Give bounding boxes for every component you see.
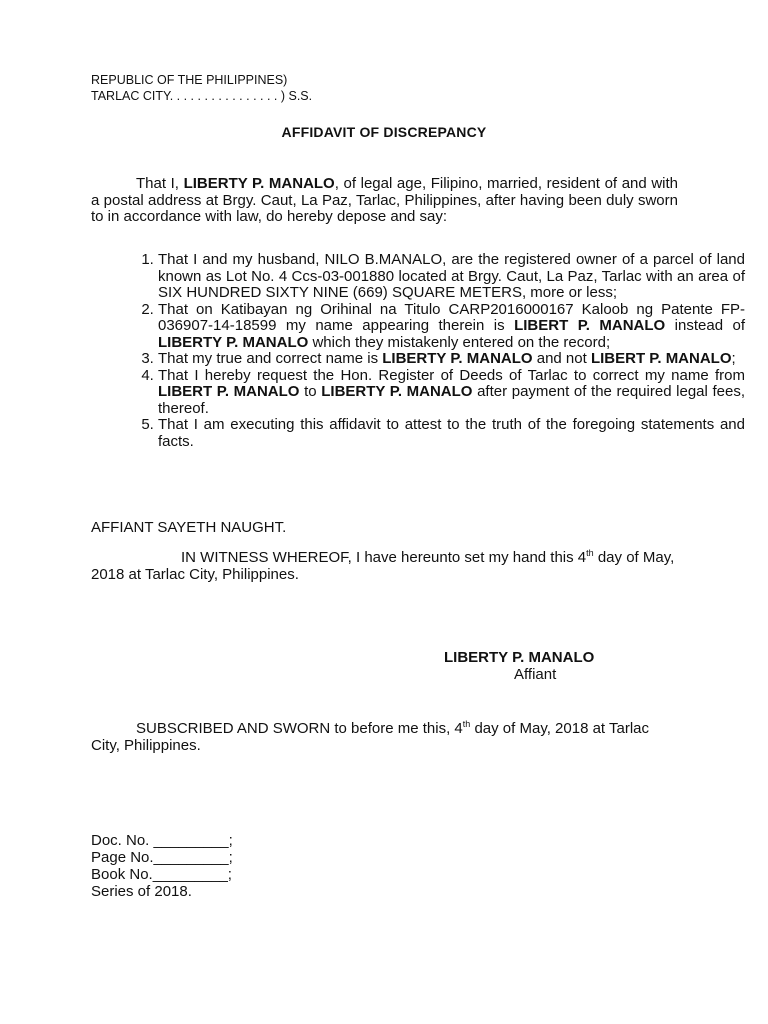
statement-1-text: That I and my husband, NILO B.MANALO, are the registered owner of a parcel of land known as Lot No. 4 Ccs-03-001880 located at Brgy. Caut, La Paz, Tarlac with an area of SIX HUNDRED SIXTY NINE (669) SQUARE METERS, more or less; [158, 251, 745, 301]
intro-pre: That I, [136, 175, 184, 192]
witness-paragraph [91, 550, 678, 583]
document-title: AFFIDAVIT OF DISCREPANCY [281, 124, 487, 140]
witness-ordinal-sup: th [586, 548, 594, 558]
intro-paragraph [91, 176, 678, 226]
jurat-pre: SUBSCRIBED AND SWORN to before me this, 4 [136, 720, 463, 737]
venue-block [91, 72, 312, 104]
intro-post: , of legal age, Filipino, married, resident of and with a postal address at Brgy. Caut, La Paz, Tarlac, Philippines, after having been duly sworn to in accordance with law, do hereby depose and say: [91, 175, 678, 225]
jurat-ordinal-sup: th [462, 719, 471, 729]
statement-3-text-e: ; [731, 350, 736, 367]
venue-line-city: TARLAC CITY. . . . . . . . . . . . . . . . ) S.S. [91, 89, 313, 103]
statement-4-text-c: to [299, 383, 322, 400]
doc-no: Doc. No. _________; [91, 832, 233, 849]
signatory-name: LIBERTY P. MANALO [444, 649, 595, 666]
jurat-paragraph [91, 721, 678, 754]
statement-2-text-e: which they mistakenly entered on the record; [308, 333, 611, 351]
statement-4-text-a: That I hereby request the Hon. Register of Deeds of Tarlac to correct my name from [158, 366, 745, 384]
series-year: Series of 2018. [91, 883, 192, 900]
statement-item-1 [158, 252, 745, 302]
statement-3-text-c: and not [532, 350, 591, 367]
statement-item-4 [158, 368, 745, 418]
jurat-post: day of May, 2018 at Tarlac City, Philippines. [91, 720, 649, 754]
statement-2-wrong-name: LIBERT P. MANALO [514, 317, 666, 334]
statement-item-2 [158, 302, 745, 352]
venue-line-republic: REPUBLIC OF THE PHILIPPINES) [91, 73, 288, 87]
witness-pre: IN WITNESS WHEREOF, I have hereunto set my hand this 4 [181, 549, 587, 566]
sayeth-naught: AFFIANT SAYETH NAUGHT. [91, 519, 287, 536]
statement-4-text-e: after payment of the required legal fees, thereof. [158, 383, 746, 417]
statement-list [91, 252, 745, 450]
page-no: Page No._________; [91, 849, 233, 866]
statement-2-correct-name: LIBERTY P. MANALO [158, 333, 309, 351]
witness-post: day of May, 2018 at Tarlac City, Philippines. [91, 549, 675, 583]
statement-2-text-c: instead of [665, 317, 745, 334]
statement-5-text: That I am executing this affidavit to attest to the truth of the foregoing statements and facts. [158, 416, 745, 450]
signatory-role: Affiant [514, 666, 557, 683]
statement-3-correct-name: LIBERTY P. MANALO [382, 350, 533, 367]
statement-3-wrong-name: LIBERT P. MANALO [590, 350, 732, 367]
statement-4-wrong-name: LIBERT P. MANALO [158, 383, 300, 400]
statement-item-3 [158, 351, 745, 368]
affiant-name-bold: LIBERTY P. MANALO [183, 175, 335, 192]
book-no: Book No._________; [91, 866, 232, 883]
statement-4-correct-name: LIBERTY P. MANALO [321, 383, 473, 400]
statement-3-text-a: That my true and correct name is [158, 350, 383, 367]
notarial-register-block [91, 832, 233, 900]
statement-2-text-a: That on Katibayan ng Orihinal na Titulo CARP2016000167 Kaloob ng Patente FP-036907-14-18599 my name appearing therein is [158, 300, 745, 334]
statement-item-5 [158, 417, 745, 450]
signature-block [444, 649, 594, 683]
